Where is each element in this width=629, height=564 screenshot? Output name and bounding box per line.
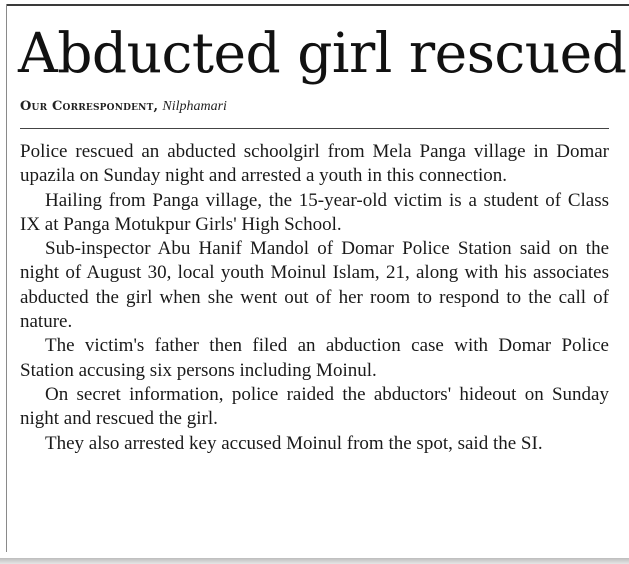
paragraph-3: Sub-inspector Abu Hanif Mandol of Domar Police Station said on the night of August 30, local youth Moinul Islam, 21, along with his associates abducted the girl when she went out of her room to respond to the call of nature.	[20, 238, 609, 333]
article-body	[20, 140, 609, 456]
byline-author: Our Correspondent,	[20, 99, 159, 114]
paragraph-5: On secret information, police raided the abductors' hideout on Sunday night and rescued the girl.	[20, 383, 609, 430]
byline	[20, 98, 227, 116]
paragraph-2: Hailing from Panga village, the 15-year-old victim is a student of Class IX at Panga Motukpur Girls' High School.	[20, 189, 609, 235]
left-border-rule	[6, 4, 7, 552]
top-border-rule	[6, 4, 629, 6]
paragraph-1: Police rescued an abducted schoolgirl from Mela Panga village in Domar upazila on Sunday night and arrested a youth in this connection.	[20, 141, 609, 187]
headline: Abducted girl rescued	[18, 21, 627, 85]
paragraph-6: They also arrested key accused Moinul from the spot, said the SI.	[45, 432, 543, 454]
bottom-border-rule	[0, 552, 629, 564]
byline-location: Nilphamari	[162, 99, 227, 114]
paragraph-4: The victim's father then filed an abduction case with Domar Police Station accusing six persons including Moinul.	[20, 335, 609, 381]
byline-divider	[20, 128, 609, 129]
